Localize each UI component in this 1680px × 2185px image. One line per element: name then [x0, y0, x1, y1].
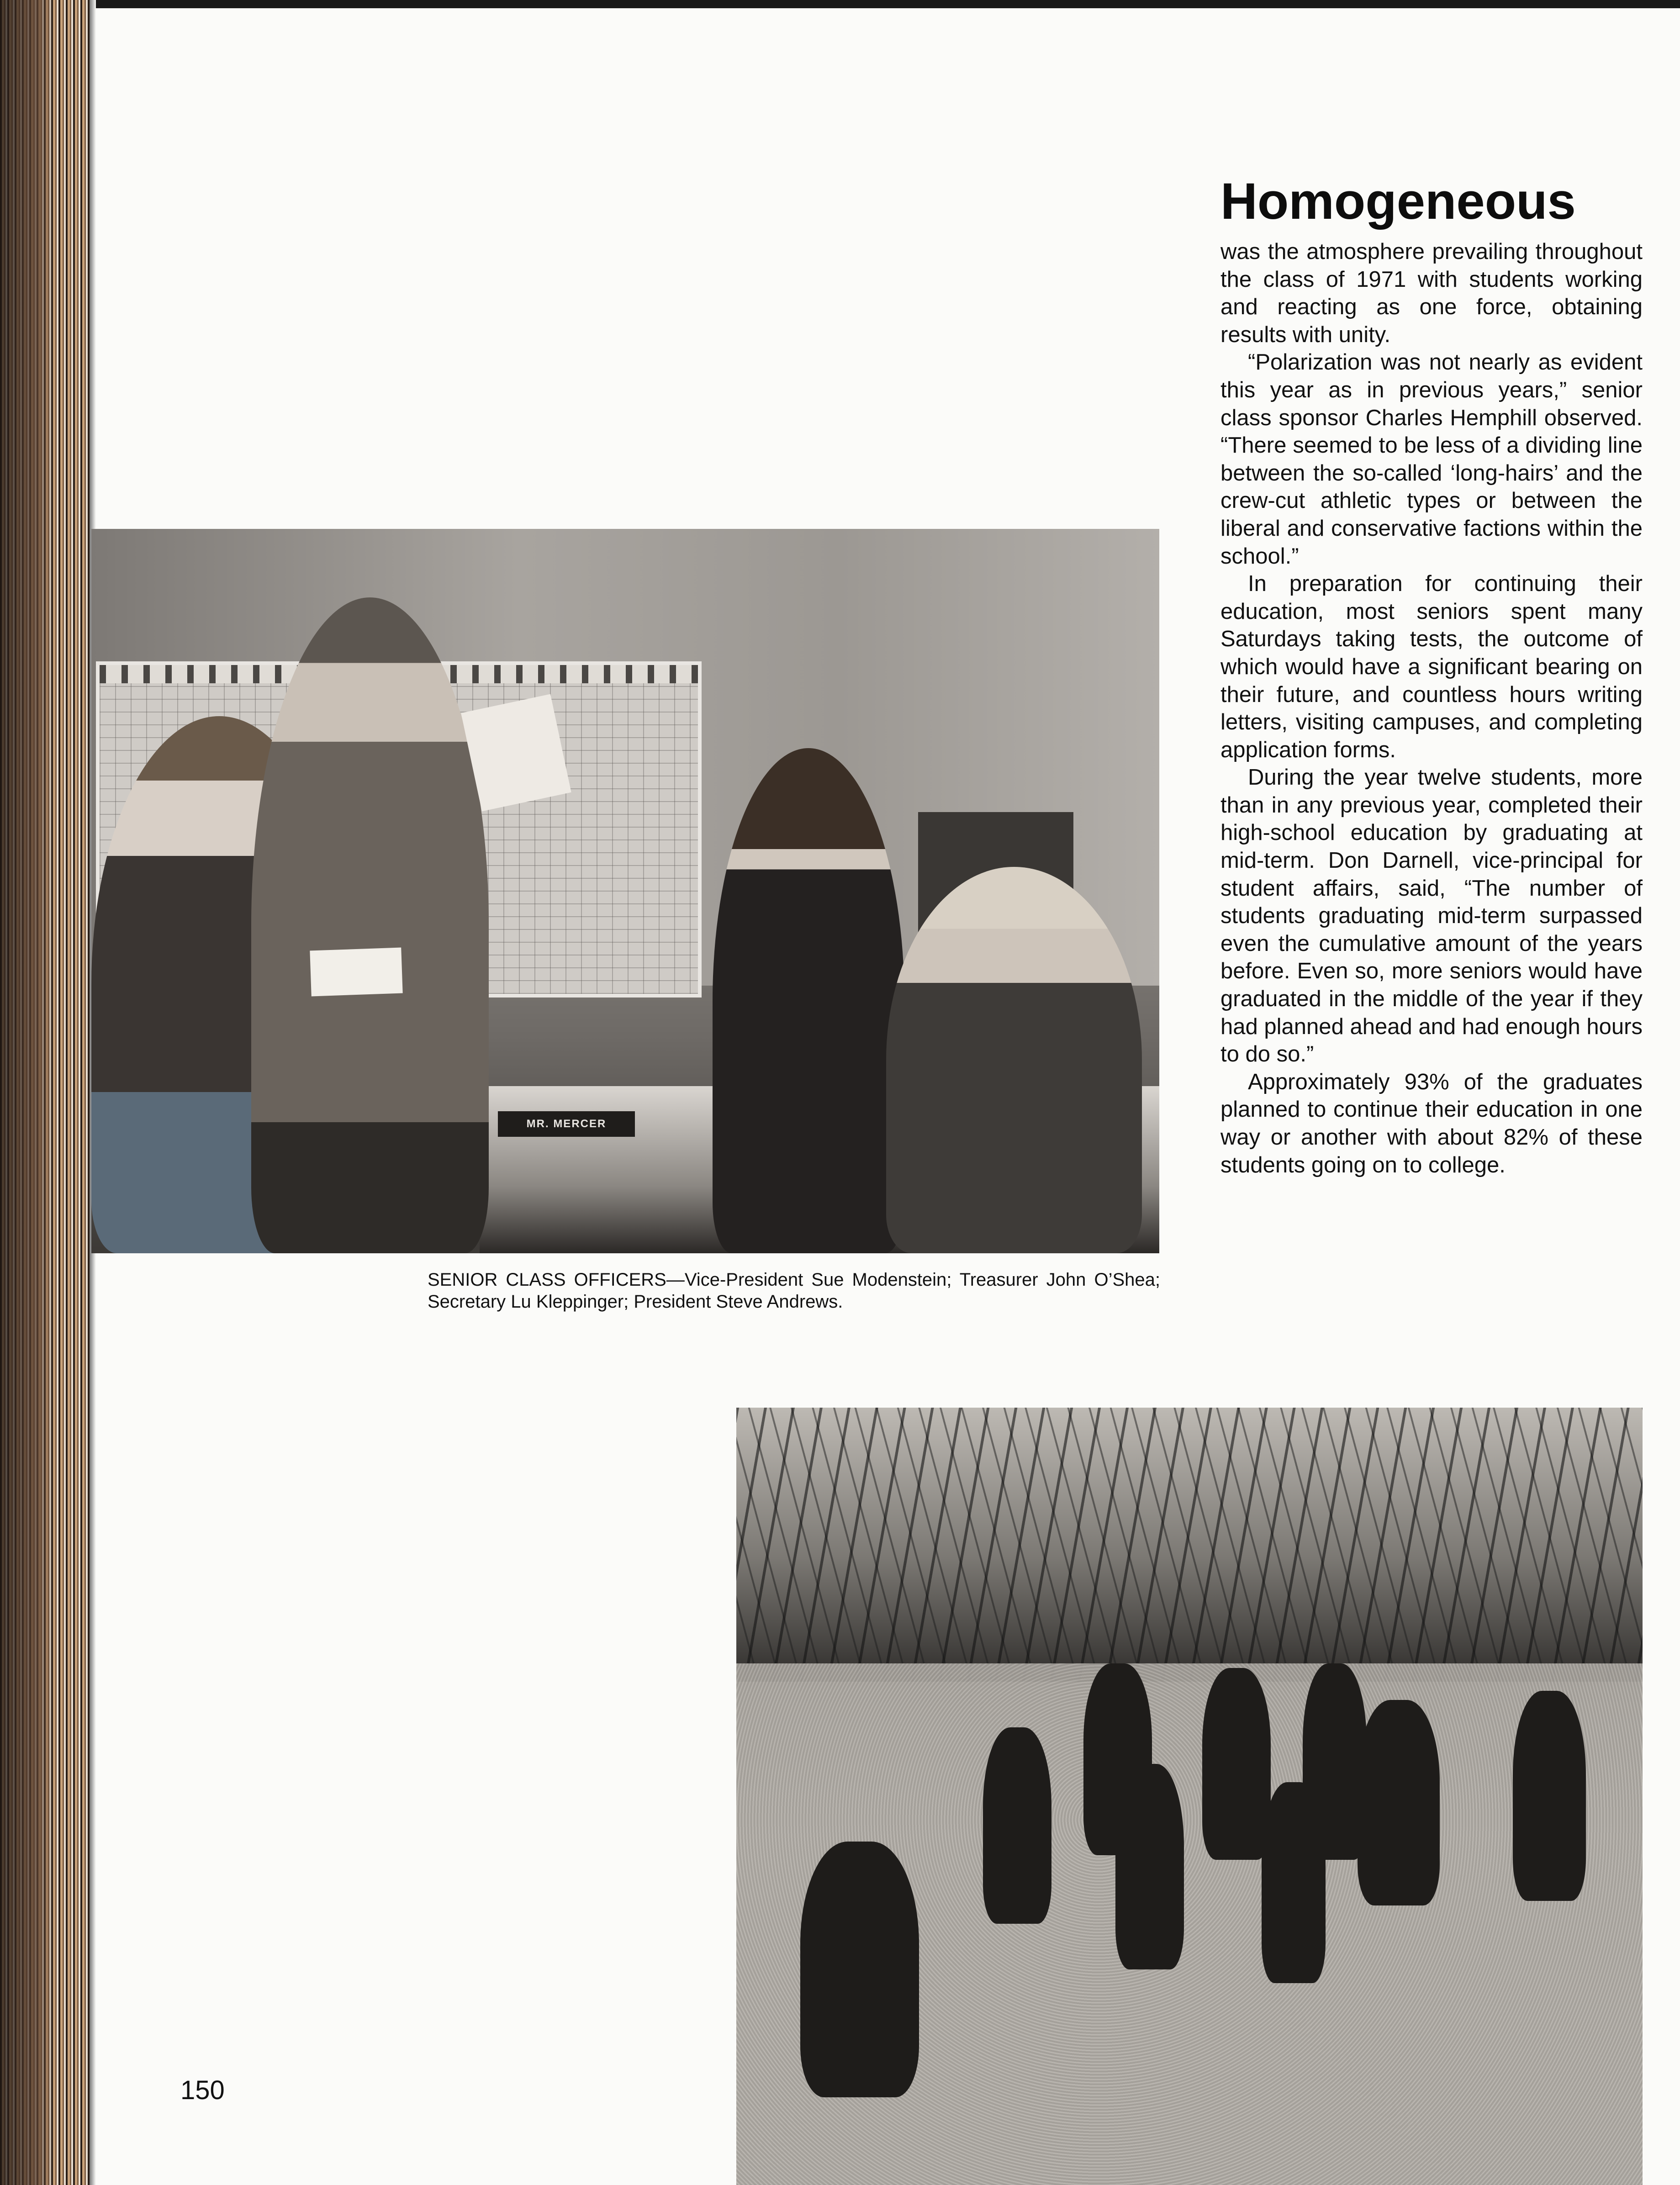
article-paragraph: In preparation for continuing their education, most seniors spent many Saturdays taking tests, the outcome of which would have a significant bearing on their future, and countless hours writing letters, visiting campuses, and completing application forms.	[1220, 571, 1643, 762]
running-student	[1358, 1700, 1440, 1905]
article-paragraph: During the year twelve students, more than in any previous year, completed their high-school education by graduating at mid-term. Don Darnell, vice-principal for student affairs, said, “The number of students graduating mid-term surpassed even the cumulative amount of the years before. Even so, more seniors would have graduated in the middle of the year if they had planned ahead and had enough hours to do so.”	[1220, 765, 1643, 1067]
running-student	[800, 1842, 919, 2097]
running-student	[1513, 1691, 1586, 1901]
page-top-edge	[0, 0, 1680, 8]
article-body	[1220, 238, 1643, 1179]
running-student	[1303, 1663, 1367, 1860]
bare-trees-background	[736, 1408, 1643, 1682]
desk-nameplate: MR. MERCER	[498, 1111, 635, 1137]
held-card	[310, 948, 402, 997]
senior-class-officers-photo	[91, 529, 1159, 1253]
running-student	[983, 1727, 1051, 1924]
article-paragraph: was the atmosphere prevailing throughout the class of 1971 with students working and reacting as one force, obtaining results with unity.	[1220, 239, 1643, 347]
students-running-photo	[736, 1408, 1643, 2185]
article-paragraph: “Polarization was not nearly as evident this year as in previous years,” senior class sponsor Charles Hemphill observed. “There seemed to be less of a dividing line between the so-called ‘long-hairs’ and the crew-cut athletic types or between the liberal and conservative factions within the school.”	[1220, 350, 1643, 569]
officer-figure	[251, 597, 489, 1253]
officer-figure	[713, 748, 904, 1253]
page-number: 150	[180, 2075, 225, 2105]
article-paragraph: Approximately 93% of the graduates planned to continue their education in one way or another with about 82% of these students going on to college.	[1220, 1069, 1643, 1177]
officer-figure	[886, 867, 1142, 1253]
binding-shadow	[0, 0, 55, 2185]
running-student	[1115, 1764, 1184, 1969]
running-student	[1202, 1668, 1271, 1860]
photo-caption: SENIOR CLASS OFFICERS—Vice-President Sue Modenstein; Treasurer John O’Shea; Secretary Lu Kleppinger; President Steve Andrews.	[428, 1270, 1160, 1312]
article-headline: Homogeneous	[1220, 173, 1576, 230]
